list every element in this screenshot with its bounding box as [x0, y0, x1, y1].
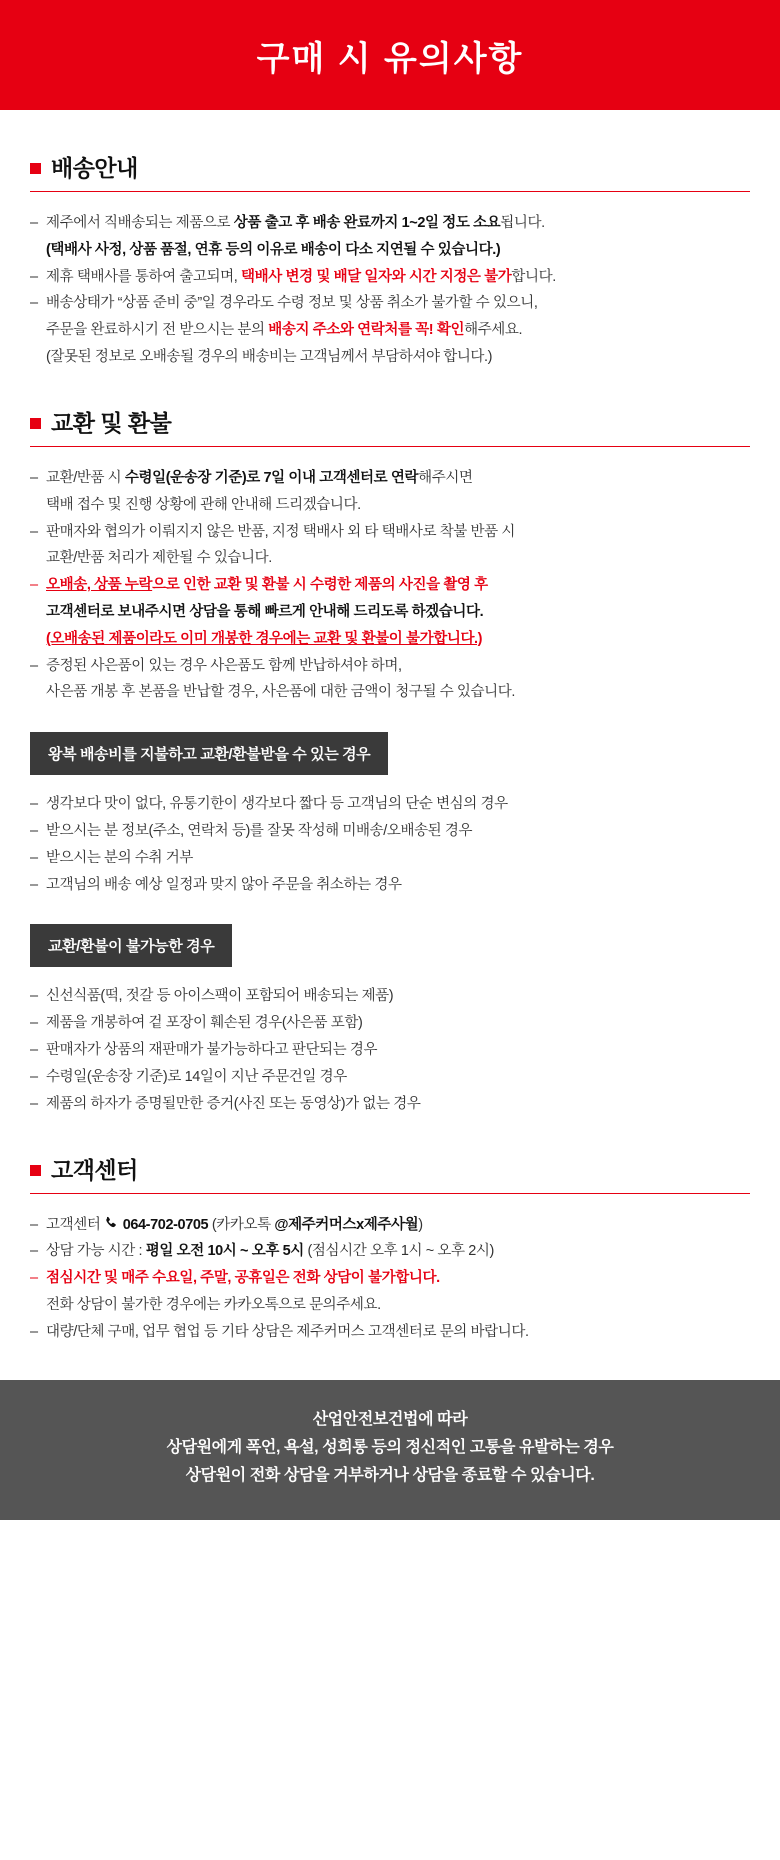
notice-line	[30, 344, 750, 371]
notice-text: 판매자가 상품의 재판매가 불가능하다고 판단되는 경우	[46, 1042, 378, 1059]
notice-line	[30, 1238, 750, 1265]
notice-line	[30, 679, 750, 706]
notice-line	[30, 653, 750, 680]
phone-icon	[104, 1214, 119, 1229]
notice-line	[30, 264, 750, 291]
notice-line	[30, 1319, 750, 1346]
notice-text: 제품을 개봉하여 겉 포장이 훼손된 경우(사은품 포함)	[46, 1015, 363, 1032]
notice-text: 배송지 주소와 연락처를 꼭! 확인	[268, 322, 465, 339]
notice-line	[30, 626, 750, 653]
notice-text: (카카오톡	[208, 1216, 275, 1233]
section-shipping	[30, 150, 750, 371]
notice-content	[0, 110, 780, 1346]
notice-text: (오배송된 제품이라도 이미 개봉한 경우에는 교환 및 환불이 불가합니다.)	[46, 630, 483, 647]
notice-line	[30, 290, 750, 317]
section-divider	[30, 446, 750, 447]
section-heading-customer-center	[30, 1152, 750, 1193]
notice-text: 합니다.	[511, 268, 556, 285]
notice-text: (택배사 사정, 상품 품절, 연휴 등의 이유로 배송이 다소 지연될 수 있습니다.)	[46, 241, 501, 258]
subsection-bar-label: 왕복 배송비를 지불하고 교환/환불받을 수 있는 경우	[30, 732, 388, 775]
notice-text: 고객센터로 보내주시면 상담을 통해 빠르게 안내해 드리도록 하겠습니다.	[46, 603, 484, 620]
section-heading-label: 배송안내	[51, 155, 138, 181]
notice-line	[30, 1265, 750, 1292]
notice-line	[30, 599, 750, 626]
section-list-customer-center	[30, 1212, 750, 1346]
notice-text: 고객센터	[46, 1216, 105, 1233]
notice-text: 점심시간 및 매주 수요일, 주말, 공휴일은 전화 상담이 불가	[46, 1270, 396, 1287]
notice-text: 합니다.	[395, 1270, 440, 1287]
notice-text: (점심시간 오후 1시 ~ 오후 2시)	[303, 1243, 494, 1260]
page-footer	[0, 1380, 780, 1520]
page-title: 구매 시 유의사항	[256, 39, 524, 78]
subsection-not-available	[30, 898, 750, 1117]
notice-line	[30, 237, 750, 264]
notice-line	[30, 1091, 750, 1118]
section-divider	[30, 191, 750, 192]
footer-line-1: 산업안전보건법에 따라	[312, 1410, 468, 1428]
notice-line	[30, 1212, 750, 1239]
notice-text: 오배송, 상품 누락	[46, 577, 153, 594]
section-exchange-refund	[30, 405, 750, 1118]
notice-text: 평일 오전 10시 ~ 오후 5시	[145, 1243, 304, 1260]
notice-line	[30, 818, 750, 845]
bullet-square-icon	[30, 163, 41, 174]
notice-text: 신선식품(떡, 젓갈 등 아이스팩이 포함되어 배송되는 제품)	[46, 988, 394, 1005]
notice-text: 제품의 하자가 증명될만한 증거(사진 또는 동영상)가 없는 경우	[46, 1095, 421, 1112]
notice-text: 사은품 개봉 후 본품을 반납할 경우, 사은품에 대한 금액이 청구될 수 있습니다.	[46, 684, 515, 701]
notice-text: 대량/단체 구매, 업무 협업 등 기타 상담은 제주커머스 고객센터로 문의 바랍니다.	[46, 1323, 529, 1340]
section-heading-label: 고객센터	[51, 1156, 138, 1183]
notice-line	[30, 845, 750, 872]
notice-text: 제주에서 직배송되는 제품으로	[46, 215, 234, 231]
notice-text: 택배 접수 및 진행 상황에 관해 안내해 드리겠습니다.	[46, 496, 361, 513]
notice-line	[30, 210, 750, 237]
notice-text: 교환/반품 처리가 제한될 수 있습니다.	[46, 550, 272, 567]
notice-text: 상담 가능 시간 :	[46, 1243, 146, 1260]
subsection-list-not-available	[30, 983, 750, 1117]
notice-line	[30, 545, 750, 572]
notice-text: 수령일(운송장 기준)로 14일이 지난 주문건일 경우	[46, 1068, 347, 1085]
notice-text: 판매자와 협의가 이뤄지지 않은 반품, 지정 택배사 외 타 택배사로 착불 반품 시	[46, 523, 515, 540]
notice-text: 됩니다.	[500, 215, 545, 231]
section-heading-shipping	[30, 150, 750, 191]
notice-line	[30, 317, 750, 344]
notice-line	[30, 872, 750, 899]
notice-line	[30, 519, 750, 546]
notice-text: 해주세요.	[464, 322, 523, 339]
footer-line-3: 상담원이 전화 상담을 거부하거나 상담을 종료할 수 있습니다.	[185, 1466, 595, 1484]
subsection-round-trip-fee	[30, 706, 750, 898]
section-heading-exchange-refund	[30, 405, 750, 446]
footer-line-2: 상담원에게 폭언, 욕설, 성희롱 등의 정신적인 고통을 유발하는 경우	[166, 1438, 614, 1456]
notice-text: 받으시는 분의 수취 거부	[46, 849, 193, 866]
notice-text: 받으시는 분 정보(주소, 연락처 등)를 잘못 작성해 미배송/오배송된 경우	[46, 823, 473, 839]
notice-text: 수령일(운송장 기준)로 7일 이내 고객센터로 연락	[124, 469, 419, 486]
notice-line	[30, 465, 750, 492]
notice-line	[30, 1037, 750, 1064]
notice-text: 제휴 택배사를 통하여 출고되며,	[46, 268, 242, 285]
bullet-square-icon	[30, 418, 41, 429]
notice-text: 택배사 변경 및 배달 일자와 시간 지정은 불가	[241, 268, 512, 285]
notice-text: )	[418, 1216, 423, 1233]
notice-text: 상품 출고 후 배송 완료까지 1~2일 정도 소요	[233, 215, 501, 231]
page-header	[0, 0, 780, 110]
subsection-list-round-trip-fee	[30, 791, 750, 898]
notice-text: 배송상태가 “상품 준비 중”일 경우라도 수령 정보 및 상품 취소가 불가할 수 있으니,	[46, 295, 538, 312]
notice-text: 으로 인한 교환 및 환불 시 수령한 제품의 사진을 촬영 후	[152, 577, 488, 594]
notice-line	[30, 983, 750, 1010]
section-heading-label: 교환 및 환불	[51, 409, 172, 436]
bullet-square-icon	[30, 1165, 41, 1176]
notice-text: 064-702-0705	[119, 1216, 209, 1233]
subsection-bar-label: 교환/환불이 불가능한 경우	[30, 924, 232, 967]
notice-line	[30, 1064, 750, 1091]
section-list-shipping	[30, 210, 750, 371]
section-divider	[30, 1193, 750, 1194]
notice-line	[30, 1010, 750, 1037]
notice-text: @제주커머스x제주사월	[274, 1216, 419, 1233]
notice-line	[30, 492, 750, 519]
notice-text: 고객님의 배송 예상 일정과 맞지 않아 주문을 취소하는 경우	[46, 876, 402, 893]
notice-line	[30, 791, 750, 818]
notice-text: 생각보다 맛이 없다, 유통기한이 생각보다 짧다 등 고객님의 단순 변심의 경우	[46, 796, 508, 813]
notice-text: 교환/반품 시	[46, 469, 125, 486]
section-customer-center	[30, 1152, 750, 1346]
notice-text: 해주시면	[418, 469, 473, 486]
notice-line	[30, 572, 750, 599]
notice-text: 주문을 완료하시기 전 받으시는 분의	[46, 322, 269, 339]
notice-line	[30, 1292, 750, 1319]
notice-text: 전화 상담이 불가한 경우에는 카카오톡으로 문의주세요.	[46, 1296, 381, 1313]
notice-text: 증정된 사은품이 있는 경우 사은품도 함께 반납하셔야 하며,	[46, 657, 402, 674]
notice-text: (잘못된 정보로 오배송될 경우의 배송비는 고객님께서 부담하셔야 합니다.)	[46, 349, 493, 366]
section-list-exchange-refund	[30, 465, 750, 706]
